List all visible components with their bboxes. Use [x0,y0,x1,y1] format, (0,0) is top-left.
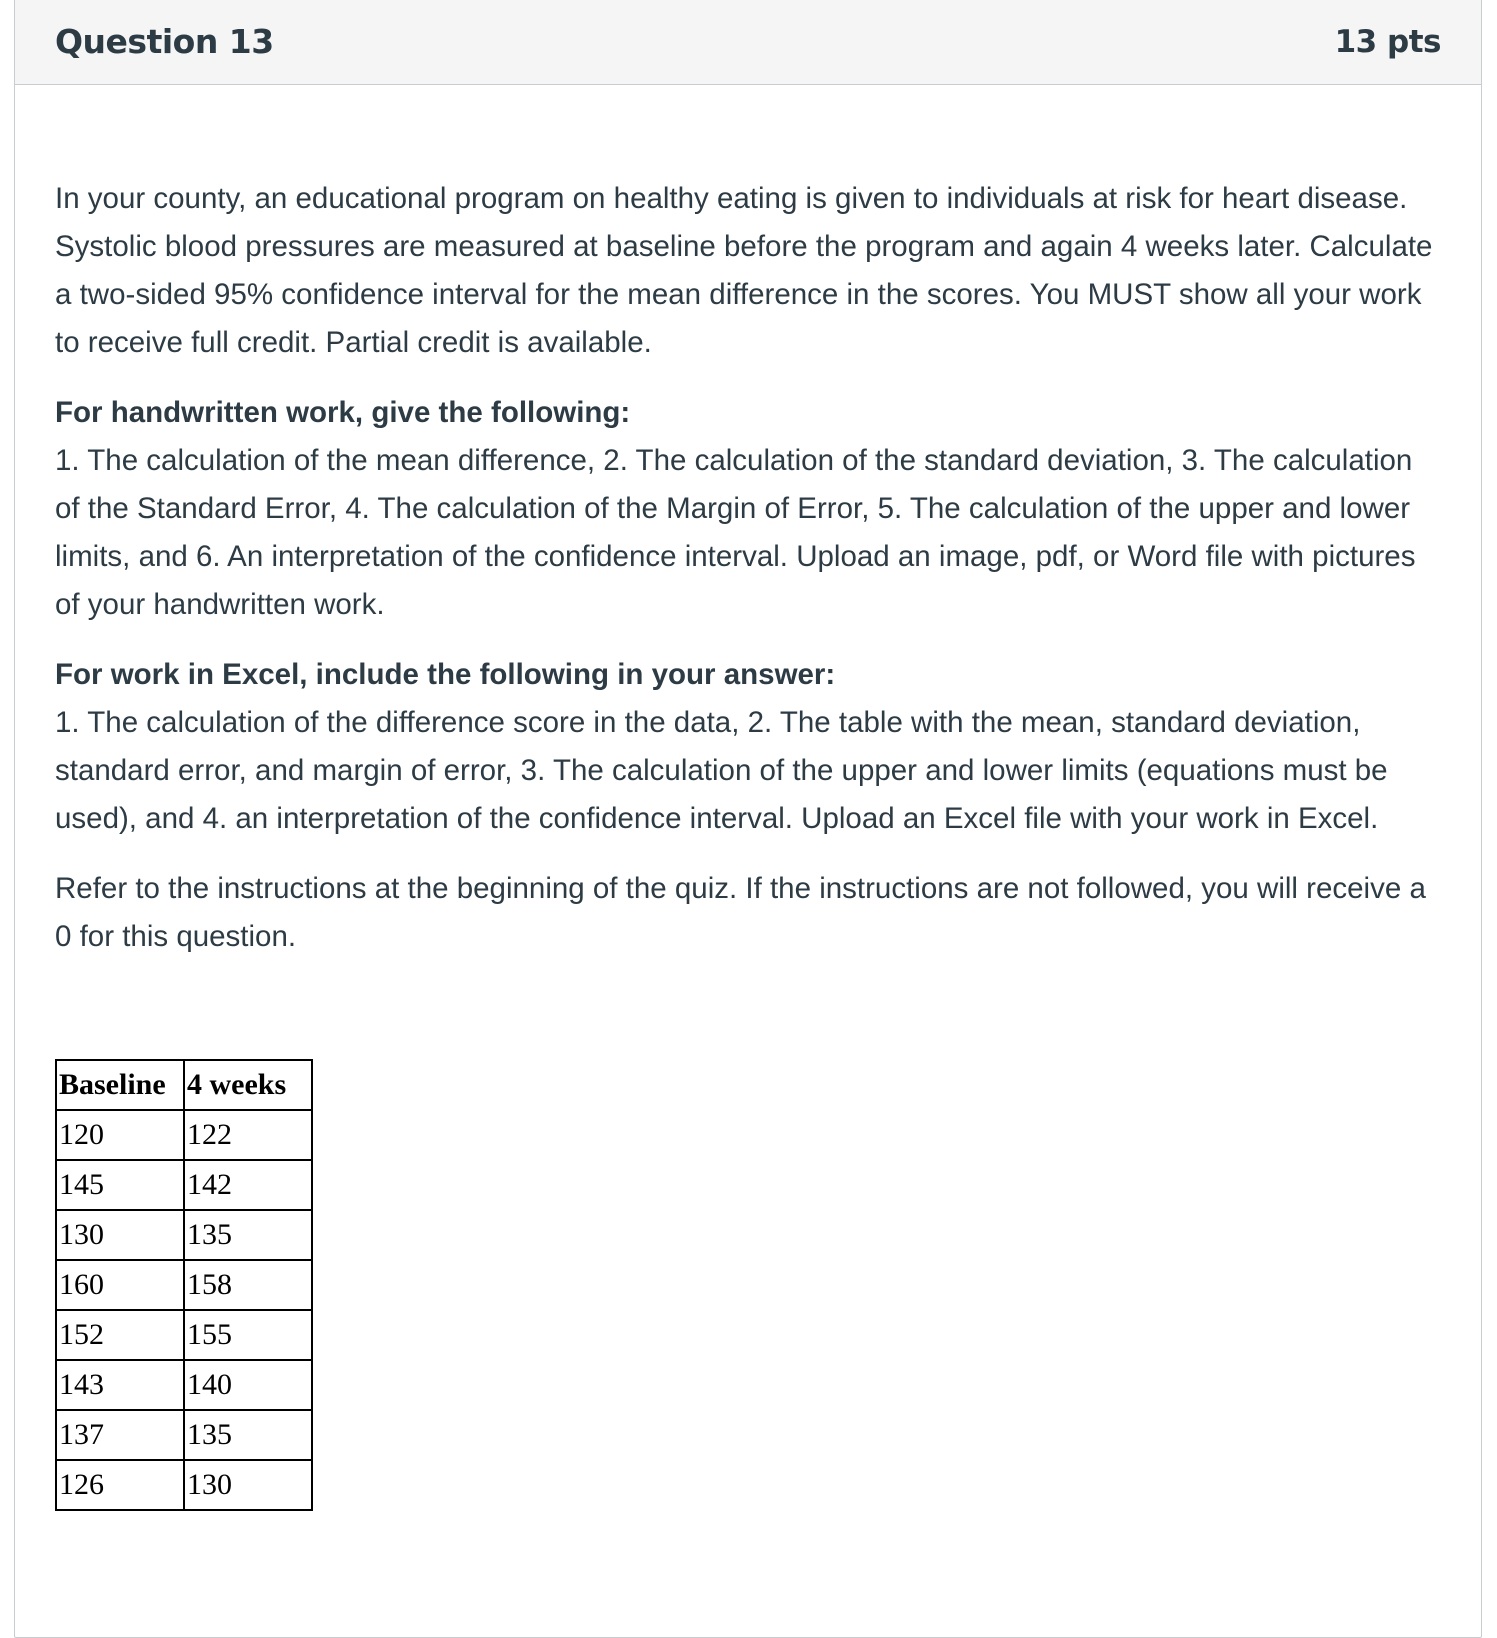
table-cell: 140 [184,1360,312,1410]
question-title: Question 13 [55,22,274,61]
table-cell: 160 [56,1260,184,1310]
table-cell: 158 [184,1260,312,1310]
handwritten-instructions [55,389,1439,629]
column-header-baseline: Baseline [56,1060,184,1110]
table-row [56,1260,312,1310]
table-row [56,1210,312,1260]
table-cell: 137 [56,1410,184,1460]
excel-text: 1. The calculation of the difference score in the data, 2. The table with the mean, standard deviation, standard error, and margin of error, 3. The calculation of the upper and lower limits (equations must be used), and 4. an interpretation of the confidence interval. Upload an Excel file with your work in Excel. [55,706,1388,835]
question-points: 13 pts [1334,23,1441,60]
table-row [56,1310,312,1360]
table-cell: 155 [184,1310,312,1360]
table-cell: 120 [56,1110,184,1160]
table-cell: 126 [56,1460,184,1510]
question-card [14,0,1482,1638]
data-table [55,1059,313,1511]
table-row [56,1110,312,1160]
handwritten-heading: For handwritten work, give the following: [55,396,631,429]
table-cell: 142 [184,1160,312,1210]
table-cell: 152 [56,1310,184,1360]
table-header-row [56,1060,312,1110]
question-text [15,85,1481,1511]
table-cell: 135 [184,1210,312,1260]
table-cell: 122 [184,1110,312,1160]
table-cell: 143 [56,1360,184,1410]
table-cell: 130 [184,1460,312,1510]
excel-heading: For work in Excel, include the following in your answer: [55,658,836,691]
table-row [56,1460,312,1510]
table-row [56,1360,312,1410]
intro-paragraph: In your county, an educational program on healthy eating is given to individuals at risk for heart disease. Systolic blood pressures are measured at baseline before the program and again 4 weeks later. Calculate a two-sided 95% confidence interval for the mean difference in the scores. You MUST show all your work to receive full credit. Partial credit is available. [55,182,1433,359]
question-header [15,0,1481,85]
handwritten-text: 1. The calculation of the mean difference, 2. The calculation of the standard deviation, 3. The calculation of the Standard Error, 4. The calculation of the Margin of Error, 5. The calculation of the upper and lower limits, and 6. An interpretation of the confidence interval. Upload an image, pdf, or Word file with pictures of your handwritten work. [55,444,1416,621]
table-cell: 135 [184,1410,312,1460]
table-row [56,1160,312,1210]
column-header-4-weeks: 4 weeks [184,1060,312,1110]
table-row [56,1410,312,1460]
closing-paragraph: Refer to the instructions at the beginning of the quiz. If the instructions are not followed, you will receive a 0 for this question. [55,872,1426,953]
table-cell: 130 [56,1210,184,1260]
table-cell: 145 [56,1160,184,1210]
excel-instructions [55,651,1439,843]
